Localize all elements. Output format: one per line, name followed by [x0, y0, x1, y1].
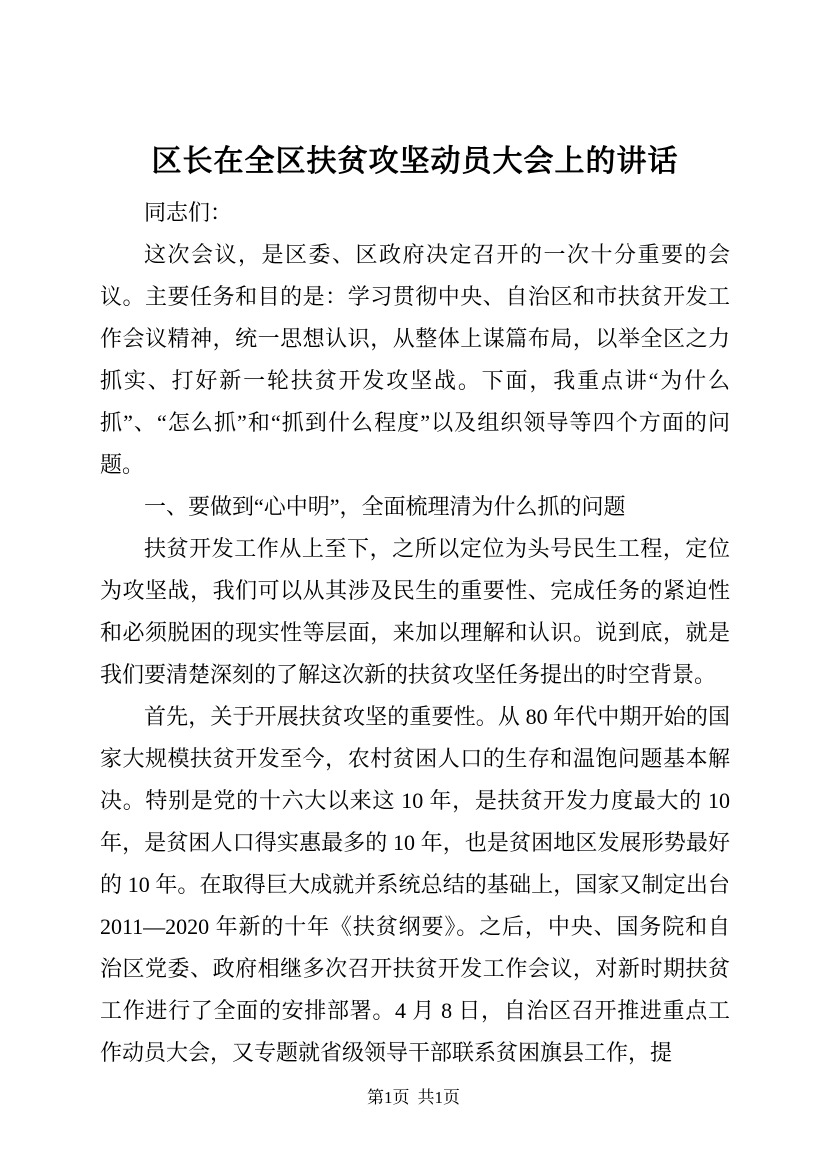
footer-page-number: 第1页: [367, 1088, 410, 1107]
page-footer: [0, 1088, 827, 1108]
document-title: 区长在全区扶贫攻坚动员大会上的讲话: [151, 145, 679, 178]
paragraph-intro: 这次会议，是区委、区政府决定召开的一次十分重要的会议。主要任务和目的是：学习贯彻中央、自治区和市扶贫开发工作会议精神，统一思想认识，从整体上谋篇布局，以举全区之力抓实、打好新一轮扶贫开发攻坚战。下面，我重点讲“为什么抓”、“怎么抓”和“抓到什么程度”以及组织领导等四个方面的问题。: [100, 242, 730, 477]
paragraph-body-1: 扶贫开发工作从上至下，之所以定位为头号民生工程，定位为攻坚战，我们可以从其涉及民生的重要性、完成任务的紧迫性和必须脱困的现实性等层面，来加以理解和认识。说到底，就是我们要清楚深刻的了解这次新的扶贫攻坚任务提出的时空背景。: [100, 536, 730, 687]
section-heading-1: 一、要做到“心中明”，全面梳理清为什么抓的问题: [144, 494, 626, 519]
footer-total-pages: 共1页: [417, 1088, 460, 1107]
salutation: 同志们：: [144, 200, 233, 225]
paragraph-body-2: 首先，关于开展扶贫攻坚的重要性。从 80 年代中期开始的国家大规模扶贫开发至今，农村贫困人口的生存和温饱问题基本解决。特别是党的十六大以来这 10 年，是扶贫开发力度最大的 10 年，是贫困人口得实惠最多的 10 年，也是贫困地区发展形势最好的 10 年。在取得巨大成就并系统总结的基础上，国家又制定出台 2011—2020 年新的十年《扶贫纲要》。之后，中央、国务院和自治区党委、政府相继多次召开扶贫开发工作会议，对新时期扶贫工作进行了全面的安排部署。4 月 8 日，自治区召开推进重点工作动员大会，又专题就省级领导干部联系贫困旗县工作，提: [100, 704, 730, 1065]
